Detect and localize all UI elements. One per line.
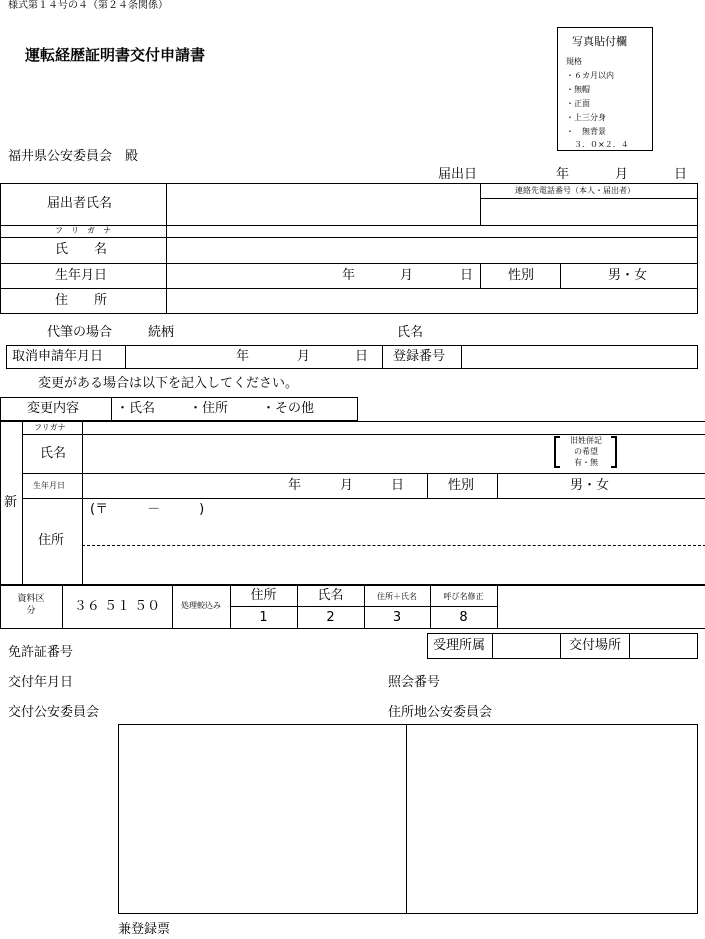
change-content-label: 変更内容 xyxy=(27,401,80,416)
new-furigana-field[interactable] xyxy=(83,422,705,434)
new-name-label: 氏名 xyxy=(40,446,67,461)
new-name-field[interactable] xyxy=(83,435,553,473)
furigana-field[interactable] xyxy=(167,226,697,237)
new-birth-year: 年 xyxy=(288,478,302,493)
col-val-name-fix[interactable]: 8 xyxy=(459,610,468,625)
col-head-address-name: 住所＋氏名 xyxy=(377,592,417,601)
page-title: 運転経歴証明書交付申請書 xyxy=(25,46,206,64)
registration-number-field[interactable] xyxy=(462,346,697,368)
processed-label: 処理較込み xyxy=(181,601,221,610)
photo-spec-item: ・６カ月以内 xyxy=(566,71,614,80)
sex-value[interactable]: 男・女 xyxy=(608,268,648,283)
photo-spec-item: ・無帽 xyxy=(566,85,590,94)
codes-label: 資料区 xyxy=(17,594,45,604)
bracket-right xyxy=(611,436,617,468)
proxy-relation: 続柄 xyxy=(148,325,175,340)
col-head-address: 住所 xyxy=(250,588,277,603)
new-furigana-label: フリガナ xyxy=(34,423,66,432)
applicant-name-field[interactable] xyxy=(167,184,479,224)
registration-number-label: 登録番号 xyxy=(393,349,446,364)
new-birth-day: 日 xyxy=(391,478,405,493)
license-number-label: 免許証番号 xyxy=(8,645,74,660)
proxy-name: 氏名 xyxy=(397,325,424,340)
new-sex-value[interactable]: 男・女 xyxy=(570,478,610,493)
birth-year: 年 xyxy=(342,268,356,283)
sex-label: 性別 xyxy=(508,268,535,283)
shimei-label: 氏 名 xyxy=(55,242,108,257)
col-val-address[interactable]: 1 xyxy=(259,610,268,625)
shimei-field[interactable] xyxy=(167,238,697,263)
new-birth-label: 生年月日 xyxy=(33,481,65,490)
postal-code[interactable]: (〒 － ) xyxy=(90,502,205,517)
issue-commission-stamp[interactable] xyxy=(119,725,405,913)
birth-label: 生年月日 xyxy=(55,268,108,283)
change-option-other[interactable]: ・その他 xyxy=(262,401,315,416)
photo-spec-item: ・ 無背景 xyxy=(566,127,606,136)
col-val-name[interactable]: 2 xyxy=(326,610,335,625)
photo-box xyxy=(557,27,653,151)
phone-field[interactable] xyxy=(481,199,697,224)
bracket-left xyxy=(554,436,560,468)
change-option-name[interactable]: ・氏名 xyxy=(116,401,156,416)
date-day: 日 xyxy=(674,167,688,182)
new-birth-month: 月 xyxy=(340,478,354,493)
issue-place-field[interactable] xyxy=(630,634,697,658)
old-surname-wish: の希望 xyxy=(574,447,598,456)
new-side-label: 新 xyxy=(4,495,18,510)
phone-label: 連絡先電話番号（本人・届出者） xyxy=(515,186,635,195)
issue-date-label: 交付年月日 xyxy=(8,675,74,690)
codes-label-2: 分 xyxy=(26,606,36,616)
address-label: 住 所 xyxy=(55,293,108,308)
addressee: 福井県公安委員会 殿 xyxy=(8,149,139,164)
photo-spec-item: ・正面 xyxy=(566,99,590,108)
old-surname-choice[interactable]: 有・無 xyxy=(574,458,598,467)
photo-spec-item: ３．０×２．４ xyxy=(566,140,629,149)
photo-title: 写真貼付欄 xyxy=(572,35,627,48)
address-commission-stamp[interactable] xyxy=(407,725,697,913)
issue-place-label: 交付場所 xyxy=(569,638,622,653)
submission-date-label: 届出日 xyxy=(438,167,478,182)
birth-month: 月 xyxy=(400,268,414,283)
change-note: 変更がある場合は以下を記入してください。 xyxy=(38,376,299,391)
reference-number-label: 照会番号 xyxy=(388,675,441,690)
form-number: 様式第１４号の４（第２４条関係） xyxy=(8,0,168,11)
cancel-date-label: 取消申請年月日 xyxy=(12,349,104,364)
cancel-year: 年 xyxy=(236,349,250,364)
cancel-month: 月 xyxy=(297,349,311,364)
furigana-label: フ リ ガ ナ xyxy=(55,226,111,235)
dual-register-label: 兼登録票 xyxy=(118,922,171,937)
photo-spec-item: ・上三分身 xyxy=(566,113,606,122)
new-address-label: 住所 xyxy=(38,533,65,548)
col-head-name-fix: 呼び名修正 xyxy=(443,592,484,601)
col-val-address-name[interactable]: 3 xyxy=(392,610,402,625)
change-option-address[interactable]: ・住所 xyxy=(189,401,229,416)
proxy-label: 代筆の場合 xyxy=(47,325,113,340)
address-field[interactable] xyxy=(167,289,697,313)
codes-value: ３６ ５１ ５０ xyxy=(73,599,161,614)
date-month: 月 xyxy=(615,167,629,182)
received-dept-label: 受理所属 xyxy=(433,638,486,653)
address-commission-label: 住所地公安委員会 xyxy=(388,705,493,720)
col-head-name: 氏名 xyxy=(317,588,344,603)
received-dept-field[interactable] xyxy=(493,634,559,658)
new-sex-label: 性別 xyxy=(448,478,475,493)
birth-day: 日 xyxy=(460,268,474,283)
applicant-name-label: 届出者氏名 xyxy=(47,196,113,211)
cancel-day: 日 xyxy=(355,349,369,364)
issue-commission-label: 交付公安委員会 xyxy=(8,705,100,720)
photo-spec-label: 規格 xyxy=(566,57,582,66)
new-address-field[interactable] xyxy=(83,520,705,584)
old-surname-label: 旧姓併記 xyxy=(570,436,602,445)
date-year: 年 xyxy=(556,167,570,182)
